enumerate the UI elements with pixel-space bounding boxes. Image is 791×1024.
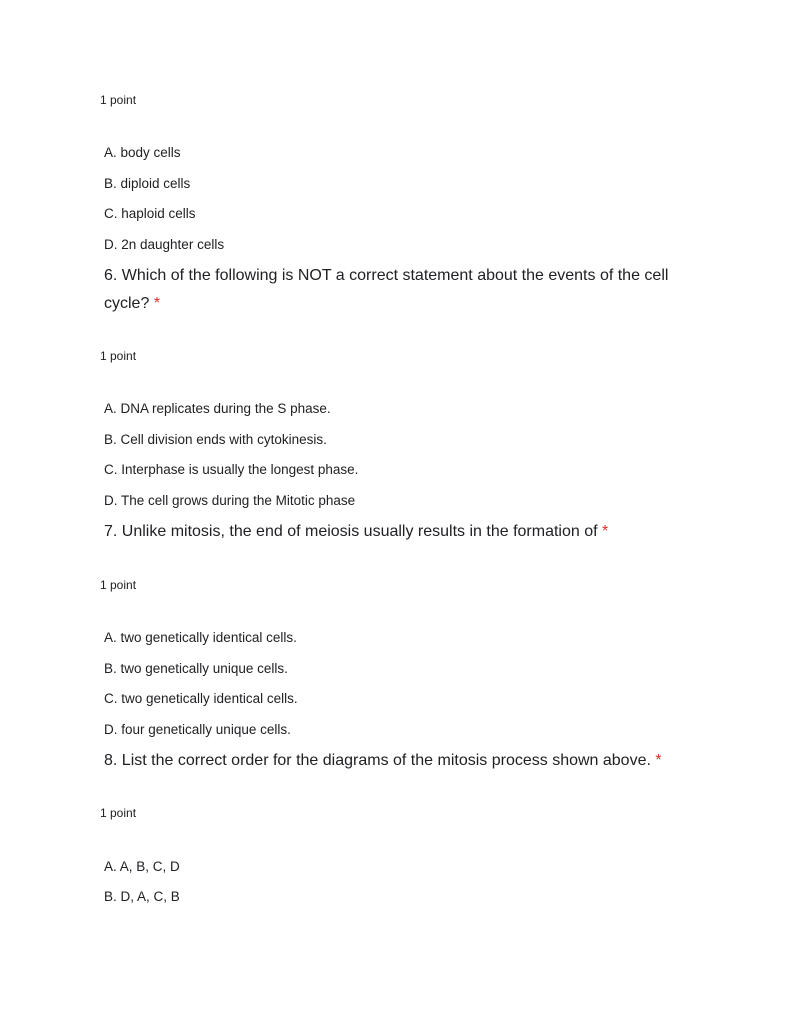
- option-a[interactable]: A. DNA replicates during the S phase.: [104, 401, 331, 416]
- option-c[interactable]: C. Interphase is usually the longest phase.: [104, 462, 359, 477]
- option-c[interactable]: C. two genetically identical cells.: [104, 691, 298, 706]
- option-b[interactable]: B. two genetically unique cells.: [104, 661, 288, 676]
- option-d[interactable]: D. 2n daughter cells: [104, 237, 225, 252]
- option-c[interactable]: C. haploid cells: [104, 206, 196, 221]
- points-label: 1 point: [100, 578, 137, 592]
- option-b[interactable]: B. diploid cells: [104, 176, 191, 191]
- required-asterisk: *: [153, 295, 161, 312]
- option-a[interactable]: A. body cells: [104, 145, 181, 160]
- question-text: 6. Which of the following is NOT a correct statement about the events of the cell: [104, 267, 669, 284]
- option-d[interactable]: D. The cell grows during the Mitotic phase: [104, 493, 356, 508]
- option-d[interactable]: D. four genetically unique cells.: [104, 722, 291, 737]
- points-label: 1 point: [100, 93, 137, 107]
- required-asterisk: *: [655, 752, 662, 769]
- question-text-cont: cycle?: [104, 295, 150, 312]
- option-a[interactable]: A. two genetically identical cells.: [104, 630, 297, 645]
- question-title: [104, 262, 684, 318]
- question-title: [104, 518, 684, 546]
- option-b[interactable]: B. Cell division ends with cytokinesis.: [104, 432, 327, 447]
- option-b[interactable]: B. D, A, C, B: [104, 889, 180, 904]
- option-a[interactable]: A. A, B, C, D: [104, 859, 180, 874]
- points-label: 1 point: [100, 806, 137, 820]
- required-asterisk: *: [602, 523, 609, 540]
- points-label: 1 point: [100, 349, 137, 363]
- question-title: [104, 747, 684, 775]
- question-text: 8. List the correct order for the diagrams of the mitosis process shown above.: [104, 752, 651, 769]
- question-text: 7. Unlike mitosis, the end of meiosis usually results in the formation of: [104, 523, 598, 540]
